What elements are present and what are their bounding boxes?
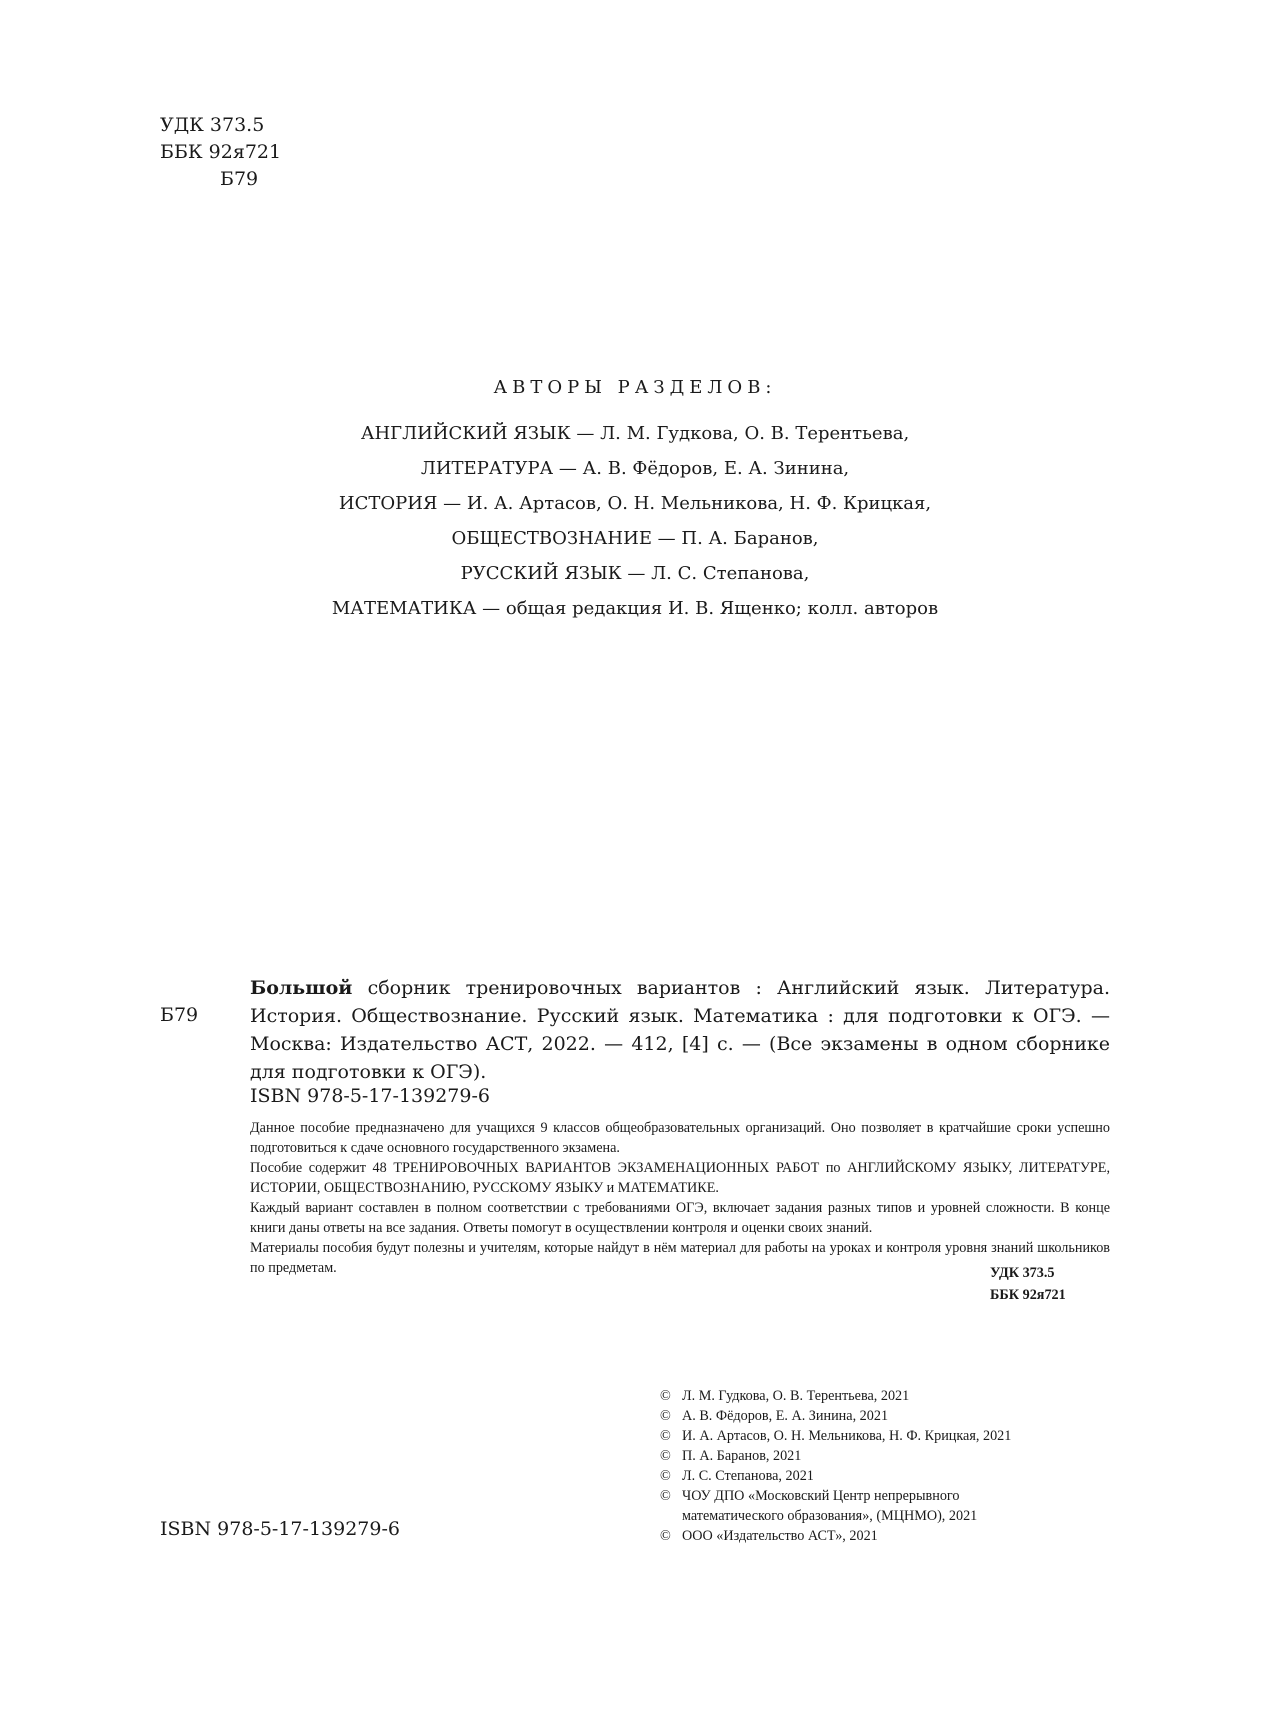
copyright-item (660, 1526, 1011, 1546)
copyright-item (660, 1426, 1011, 1446)
classification-codes (160, 112, 281, 193)
catalog-mark: Б79 (160, 1004, 199, 1026)
catalog-description: сборник тренировочных вариантов : Английский язык. Литература. История. Обществознание. Русский язык. Математика : для подготовки к ОГЭ. — Москва: Издательство АСТ, 2022. — 412, [4] с. — (Все экзамены в одном сборнике для подготовки к ОГЭ). (250, 977, 1110, 1083)
author-mark: Б79 (220, 168, 259, 190)
catalog-entry (250, 974, 1110, 1086)
abstract-paragraph: Материалы пособия будут полезны и учителям, которые найдут в нём материал для работы на уроках и контроля уровня знаний школьников по предметам. (250, 1240, 1110, 1276)
author-line-literature: ЛИТЕРАТУРА — А. В. Фёдоров, Е. А. Зинина, (420, 458, 850, 479)
catalog-isbn: ISBN 978-5-17-139279-6 (250, 1085, 490, 1107)
author-line-english: АНГЛИЙСКИЙ ЯЗЫК — Л. М. Гудкова, О. В. Терентьева, (360, 423, 910, 444)
copyright-list (660, 1386, 1011, 1546)
catalog-title-bold: Большой (250, 977, 353, 999)
copyright-text: Л. С. Степанова, 2021 (682, 1468, 814, 1484)
copyright-symbol: © (660, 1388, 671, 1404)
copyright-symbol: © (660, 1408, 671, 1424)
copyright-symbol: © (660, 1428, 671, 1444)
bbk-code: ББК 92я721 (160, 141, 282, 163)
udk-code: УДК 373.5 (160, 114, 265, 136)
author-line-russian: РУССКИЙ ЯЗЫК — Л. С. Степанова, (460, 563, 810, 584)
author-line-math: МАТЕМАТИКА — общая редакция И. В. Ященко; колл. авторов (331, 598, 939, 619)
authors-heading: АВТОРЫ РАЗДЕЛОВ: (493, 377, 777, 398)
copyright-item (660, 1386, 1011, 1406)
copyright-item (660, 1466, 1011, 1486)
copyright-text: П. А. Баранов, 2021 (682, 1448, 802, 1464)
copyright-item (660, 1486, 1011, 1506)
udk-code-right: УДК 373.5 (990, 1265, 1055, 1281)
copyright-symbol: © (660, 1528, 671, 1544)
copyright-text: И. А. Артасов, О. Н. Мельникова, Н. Ф. Крицкая, 2021 (682, 1428, 1012, 1444)
copyright-text: ЧОУ ДПО «Московский Центр непрерывного (682, 1488, 960, 1504)
classification-right (990, 1262, 1066, 1306)
abstract-paragraph: Пособие содержит 48 ТРЕНИРОВОЧНЫХ ВАРИАНТОВ ЭКЗАМЕНАЦИОННЫХ РАБОТ по АНГЛИЙСКОМУ ЯЗЫКУ, ЛИТЕРАТУРЕ, ИСТОРИИ, ОБЩЕСТВОЗНАНИЮ, РУССКОМУ ЯЗЫКУ и МАТЕМАТИКЕ. (250, 1160, 1110, 1196)
copyright-text: ООО «Издательство АСТ», 2021 (682, 1528, 878, 1544)
authors-section (0, 376, 1270, 626)
abstract (250, 1118, 1110, 1278)
author-line-history: ИСТОРИЯ — И. А. Артасов, О. Н. Мельникова, Н. Ф. Крицкая, (338, 493, 932, 514)
copyright-item (660, 1406, 1011, 1426)
copyright-item (660, 1446, 1011, 1466)
isbn-bottom: ISBN 978-5-17-139279-6 (160, 1518, 400, 1540)
copyright-symbol: © (660, 1488, 671, 1504)
copyright-text: Л. М. Гудкова, О. В. Терентьева, 2021 (682, 1388, 910, 1404)
author-line-social: ОБЩЕСТВОЗНАНИЕ — П. А. Баранов, (451, 528, 819, 549)
copyright-text: А. В. Фёдоров, Е. А. Зинина, 2021 (682, 1408, 889, 1424)
abstract-paragraph: Каждый вариант составлен в полном соответствии с требованиями ОГЭ, включает задания разных типов и уровней сложности. В конце книги даны ответы на все задания. Ответы помогут в осуществлении контроля и оценки своих знаний. (250, 1200, 1110, 1236)
copyright-symbol: © (660, 1448, 671, 1464)
bbk-code-right: ББК 92я721 (990, 1287, 1066, 1303)
copyright-symbol: © (660, 1468, 671, 1484)
copyright-text-continuation: математического образования», (МЦНМО), 2021 (682, 1508, 978, 1524)
abstract-paragraph: Данное пособие предназначено для учащихся 9 классов общеобразовательных организаций. Оно позволяет в кратчайшие сроки успешно подготовиться к сдаче основного государственного экзамена. (250, 1120, 1110, 1156)
